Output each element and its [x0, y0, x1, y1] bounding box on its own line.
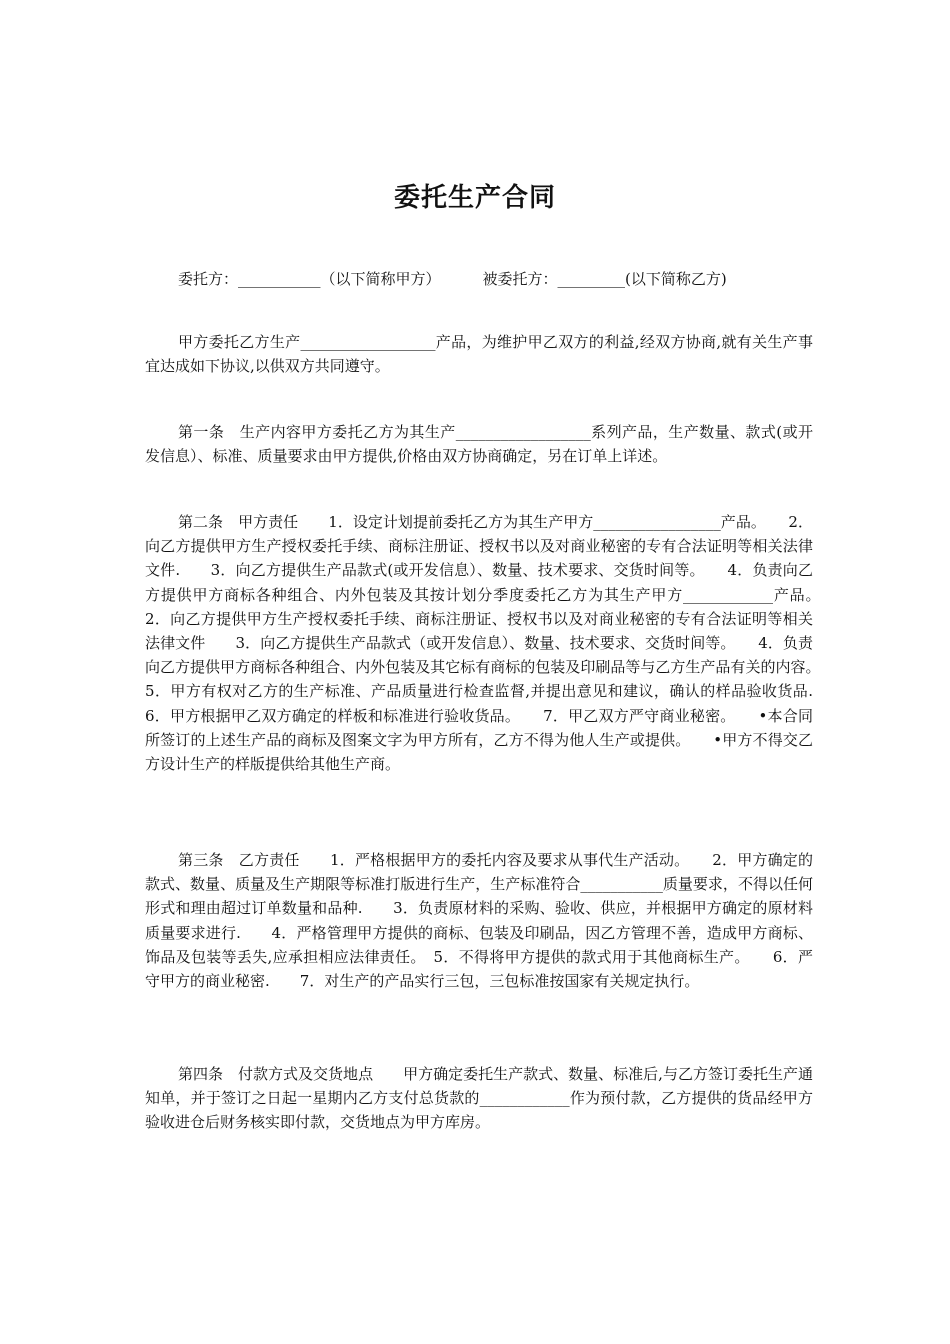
article-3-paragraph: 第三条 乙方责任 1．严格根据甲方的委托内容及要求从事代生产活动。 2．甲方确定的款式、数量、质量及生产期限等标准打版进行生产，生产标准符合___________质量要求，不得以任何形式和理由超过订单数量和品种. 3．负责原材料的采购、验收、供应，并根据甲方确定的原材料质量要求进行. 4．严格管理甲方提供的商标、包装及印刷品，因乙方管理不善，造成甲方商标、饰品及包装等丢失,应承担相应法律责任。 5．不得将甲方提供的款式用于其他商标生产。 6．严守甲方的商业秘密. 7．对生产的产品实行三包，三包标准按国家有关规定执行。	[145, 851, 813, 991]
article-4-paragraph: 第四条 付款方式及交货地点 甲方确定委托生产款式、数量、标准后,与乙方签订委托生产通知单，并于签订之日起一星期内乙方支付总货款的____________作为预付款，乙方提供的货品经甲方验收进仓后财务核实即付款，交货地点为甲方库房。	[145, 1065, 813, 1132]
parties-line	[178, 266, 878, 292]
client-party: 委托方：___________（以下简称甲方）	[178, 270, 441, 288]
document-title: 委托生产合同	[393, 183, 556, 213]
article-1-paragraph: 第一条 生产内容甲方委托乙方为其生产__________________系列产品，生产数量、款式(或开发信息）、标准、质量要求由甲方提供,价格由双方协商确定，另在订单上详述。	[145, 423, 813, 466]
intro-paragraph: 甲方委托乙方生产__________________产品，为维护甲乙双方的利益,经双方协商,就有关生产事宜达成如下协议,以供双方共同遵守。	[145, 333, 813, 376]
article-2-paragraph: 第二条 甲方责任 1．设定计划提前委托乙方为其生产甲方_________________产品。 2．向乙方提供甲方生产授权委托手续、商标注册证、授权书以及对商业秘密的专有合法证明等相关法律文件. 3．向乙方提供生产品款式(或开发信息）、数量、技术要求、交货时间等。 4．负责向乙方提供甲方商标各种组合、内外包装及其按计划分季度委托乙方为其生产甲方____________产品。 2．向乙方提供甲方生产授权委托手续、商标注册证、授权书以及对商业秘密的专有合法证明等相关法律文件 3．向乙方提供生产品款式（或开发信息）、数量、技术要求、交货时间等。 4．负责向乙方提供甲方商标各种组合、内外包装及其它标有商标的包装及印刷品等与乙方生产品有关的内容。 5．甲方有权对乙方的生产标准、产品质量进行检查监督,并提出意见和建议，确认的样品验收货品. 6．甲方根据甲乙双方确定的样板和标准进行验收货品。 7．甲乙双方严守商业秘密。 •本合同所签订的上述生产品的商标及图案文字为甲方所有，乙方不得为他人生产或提供。 •甲方不得交乙方设计生产的样版提供给其他生产商。	[145, 513, 844, 774]
contractor-party: 被委托方：_________(以下简称乙方)	[482, 270, 727, 288]
